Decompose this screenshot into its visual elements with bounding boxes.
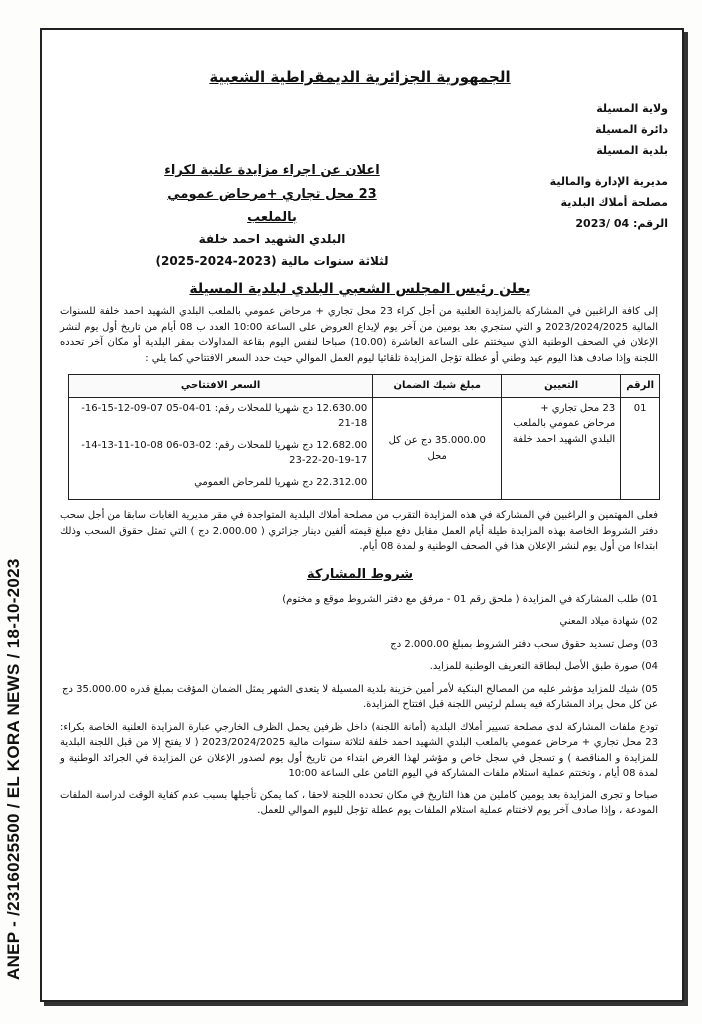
price-table [68, 374, 660, 500]
notice-line3: البلدي الشهيد احمد خلفة [198, 232, 346, 247]
notice-line4: لثلاثة سنوات مالية (2023-2024-2025) [155, 254, 389, 269]
commune: بلدية المسيلة [596, 144, 668, 158]
condition-item: 01) طلب المشاركة في المزايدة ( ملحق رقم 01 - مرفق مع دفتر الشروط موقع و مختوم) [282, 593, 658, 605]
final-paragraph-2: صباحا و تجرى المزايدة بعد يومين كاملين من هذا التاريخ في مكان تحدده اللجنة لاحقا ، كما يمكن تأجيلها بسبب عدم كفاية الوقت لدراسة الملفات المودعة ، وإذا صادف آخر يوم لاختتام عملية استلام الملفات يوم عطلة تؤجل لليوم الموالي للعمل. [60, 789, 658, 817]
condition-item: 04) صورة طبق الأصل لبطاقة التعريف الوطنية للمزايد. [429, 661, 658, 673]
wilaya: ولاية المسيلة [596, 102, 668, 116]
condition-item: 05) شيك للمزايد مؤشر عليه من المصالح البنكية لأمر أمين خزينة بلدية المسيلة لا يتعدى الشهر يمثل الضمان المؤقت بمبلغ قدره 35.000.00 دج عن كل محل يراد المشاركة فيه يسلم لرئيس اللجنة قبل افتتاح المزايدة. [61, 683, 658, 711]
table-header-row [69, 375, 660, 398]
reference-number: الرقم: 04 /2023 [575, 216, 668, 230]
price-line: 12.682.00 دج شهريا للمحلات رقم: 02-03-06 08-10-11-13-14-17-19-20-22-23 [81, 439, 368, 467]
direction: مديرية الإدارة والمالية [549, 174, 668, 188]
after-table-paragraph: فعلى المهتمين و الراغبين في المشاركة في هذه المزايدة التقرب من مصلحة أملاك البلدية المتواجدة في مقر مديرية الغابات سابقا من أجل سحب دفتر الشروط الخاصة بهذه المزايدة طيلة أيام العمل مقابل دفع مبلغ قيمته ألفين دينار جزائري ( 2.000.00 دج ) التي تمثل حقوق السحب وذلك ابتداءا من أول يوم لنشر الإعلان هذا في الصحف الوطنية و لمدة 08 أيام. [60, 510, 658, 553]
th-designation: التعيين [502, 375, 621, 398]
notice-line2: 23 محل تجاري +مرحاض عمومي بالملعب [167, 186, 377, 226]
intro-paragraph: إلى كافة الراغبين في المشاركة بالمزايدة العلنية من أجل كراء 23 محل تجاري + مرحاض عمومي بالملعب البلدي الشهيد احمد خلفة للسنوات المالية 2023/2024/2025 و التي ستجري بعد يومين من آخر يوم لإيداع العروض على الساعة 10:00 العدد ب 08 أيام من تاريخ أول يوم لنشر الإعلان في الصحف الوطنية الذي سيختتم على الساعة العاشرة (10.00) صباحا لنفس اليوم بقاعة المداولات بمقر البلدية أو مكان آخر تحدده اللجنة وإذا صادف هذا اليوم عيد وطني أو عطلة تؤجل المزايدة تلقائيا ليوم العمل الموالي حيث حدد السعر الافتتاحي كما يلي : [60, 306, 659, 364]
conditions-title: شروط المشاركة [306, 566, 414, 582]
price-line: 22.312.00 دج شهريا للمرحاض العمومي [194, 476, 368, 488]
announce-heading: يعلن رئيس المجلس الشعبي البلدي لبلدية المسيلة [189, 280, 531, 297]
republic-title: الجمهورية الجزائرية الديمقراطية الشعبية [209, 68, 511, 86]
cell-designation: 23 محل تجاري + مرحاض عمومي بالملعب البلدي الشهيد احمد خلفة [502, 397, 621, 500]
condition-item: 02) شهادة ميلاد المعني [559, 616, 658, 628]
cell-deposit: 35.000.00 دج عن كل محل [373, 397, 502, 500]
daira: دائرة المسيلة [595, 123, 668, 137]
price-line: 12.630.00 دج شهريا للمحلات رقم: 01-04-05 07-09-12-15-16-18-21 [81, 402, 368, 430]
cell-prices [69, 397, 373, 500]
admin-block [508, 99, 668, 272]
document [52, 40, 668, 990]
notice-title: اعلان عن اجراء مزايدة علنية لكراء [164, 163, 380, 179]
conditions-list [60, 592, 658, 819]
side-publication-label: ANEP - /2316025500 / EL KORA NEWS / 18-10-2023 [4, 558, 23, 980]
notice-title-block [142, 159, 402, 272]
th-price: السعر الافتتاحي [69, 375, 373, 398]
table-row [69, 397, 660, 500]
service: مصلحة أملاك البلدية [560, 195, 668, 209]
cell-num: 01 [621, 397, 660, 500]
th-deposit: مبلغ شيك الضمان [373, 375, 502, 398]
header [52, 99, 668, 272]
condition-item: 03) وصل تسديد حقوق سحب دفتر الشروط بمبلغ 2.000.00 دج [390, 638, 658, 650]
final-paragraph-1: تودع ملفات المشاركة لدى مصلحة تسيير أملاك البلدية (أمانة اللجنة) داخل ظرفين يحمل الظرف الخارجي عبارة المزايدة العلنية الخاصة بكراء: 23 محل تجاري + مرحاض عمومي بالملعب البلدي الشهيد احمد خلفة لثلاثة سنوات مالية 2023/2024/2025 ( لا يفتح إلا من قبل اللجنة البلدية للمزايدة و المناقصة ) و تسجل في سجل خاص و مؤشر لهذا الغرض ابتداء من تاريخ أول يوم لصدور الإعلان عن المزايدة في الجرائد الوطنية و لمدة 08 أيام ، وتختتم عملية استلام ملفات المشاركة في اليوم الثامن على الساعة 10:00 [60, 721, 658, 780]
th-num: الرقم [621, 375, 660, 398]
